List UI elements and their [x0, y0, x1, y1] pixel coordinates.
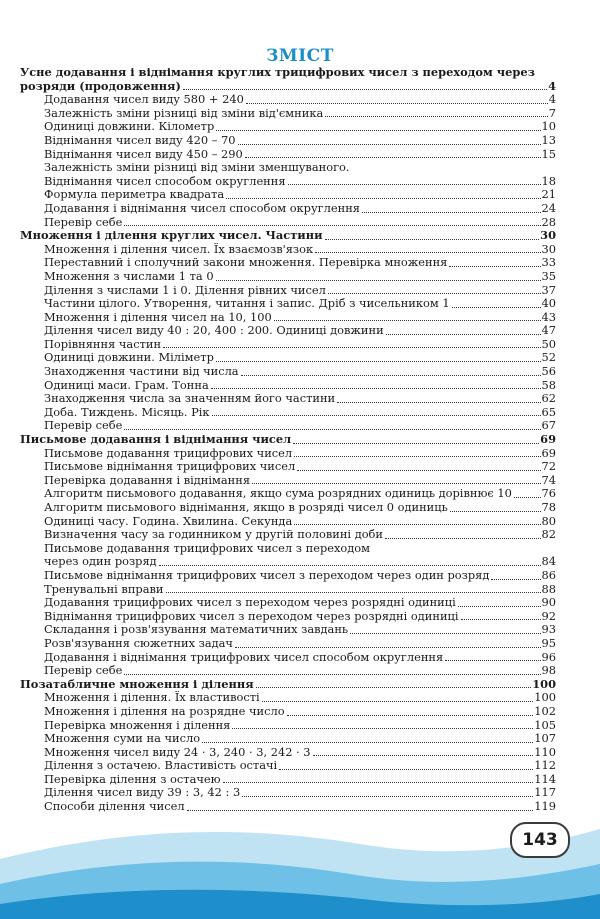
- toc-item-page: 102: [534, 703, 556, 718]
- toc-item-page: 114: [534, 771, 556, 786]
- toc-item-page: 52: [541, 350, 556, 365]
- toc-item: [20, 773, 556, 787]
- toc-item: [20, 746, 556, 760]
- toc-item-page: 117: [534, 785, 556, 800]
- toc-item: [20, 216, 556, 230]
- leader-dots: [287, 715, 534, 716]
- page-number: 143: [510, 822, 570, 858]
- toc-item: [20, 134, 556, 148]
- leader-dots: [262, 701, 534, 702]
- toc-item: [20, 284, 556, 298]
- toc-item-page: 21: [541, 187, 556, 202]
- toc-item-page: 86: [541, 567, 556, 582]
- leader-dots: [216, 361, 541, 362]
- toc-item: [20, 188, 556, 202]
- leader-dots: [452, 307, 541, 308]
- leader-dots: [245, 157, 541, 158]
- toc-item: [20, 583, 556, 597]
- toc-item-label: Переставний і сполучний закони множення. Перевірка множення: [44, 256, 448, 270]
- toc-item: [20, 447, 556, 461]
- leader-dots: [491, 579, 540, 580]
- section-title: [20, 66, 556, 80]
- toc-item-page: 65: [541, 404, 556, 419]
- toc-item-page: 82: [541, 527, 556, 542]
- toc-item: [20, 460, 556, 474]
- toc-item-page: 4: [548, 92, 556, 107]
- toc-item-page: 62: [541, 391, 556, 406]
- toc-item-label: Віднімання чисел виду 420 – 70: [44, 133, 236, 147]
- toc-item: [20, 311, 556, 325]
- toc-item-label: Алгоритм письмового віднімання, якщо в розряді чисел 0 одиниць: [44, 501, 448, 514]
- toc-item: [20, 256, 556, 270]
- toc-item-page: 10: [541, 119, 556, 134]
- toc-item-label: Ділення з числами 1 і 0. Ділення рівних чисел: [44, 283, 326, 297]
- leader-dots: [216, 130, 540, 131]
- section-title: [20, 433, 556, 447]
- toc-item: [20, 379, 556, 393]
- toc-item-page: 84: [541, 554, 556, 569]
- leader-dots: [313, 755, 534, 756]
- toc-item: [20, 324, 556, 338]
- toc-item-label: Віднімання чисел виду 450 – 290: [44, 147, 243, 161]
- leader-dots: [235, 647, 541, 648]
- toc-item-page: 47: [541, 323, 556, 338]
- toc-item: [20, 243, 556, 257]
- toc-item-page: 100: [534, 690, 556, 705]
- toc-item-page: 28: [541, 214, 556, 229]
- toc-item-label: Залежність зміни різниці від зміни зменшуваного.: [44, 161, 350, 175]
- toc-item: [20, 148, 556, 162]
- decorative-wave: [0, 789, 600, 919]
- toc-item: [20, 596, 556, 610]
- leader-dots: [337, 402, 540, 403]
- leader-dots: [124, 674, 540, 675]
- leader-dots: [294, 456, 540, 457]
- leader-dots: [159, 565, 541, 566]
- toc-item: [20, 270, 556, 284]
- section-title-page: 4: [548, 78, 556, 93]
- toc-item-label: Додавання трицифрових чисел з переходом через розрядні одиниці: [44, 596, 456, 610]
- toc-item: [20, 610, 556, 624]
- toc-item: [20, 338, 556, 352]
- leader-dots: [288, 184, 541, 185]
- toc-item-label: Порівняння частин: [44, 337, 162, 351]
- toc-item-label: Одиниці довжини. Міліметр: [44, 351, 214, 365]
- leader-dots: [241, 375, 541, 376]
- toc-item-label: Додавання і віднімання чисел способом округлення: [44, 201, 360, 215]
- toc-item-page: 43: [541, 309, 556, 324]
- toc-item-label: Визначення часу за годинником у другій половині доби: [44, 528, 384, 542]
- toc-item: [20, 664, 556, 678]
- toc-item-label: Множення суми на число: [44, 732, 201, 746]
- toc-item: [20, 732, 556, 746]
- toc-item-label: Додавання і віднімання трицифрових чисел способом округлення: [44, 650, 444, 664]
- leader-dots: [166, 592, 541, 593]
- section-title-label: розряди (продовження): [20, 79, 181, 93]
- toc-item-label: Знаходження частини від числа: [44, 365, 239, 379]
- section-title: [20, 229, 556, 243]
- toc-item-page: 110: [534, 744, 556, 759]
- toc-item-label: Віднімання чисел способом округлення: [44, 174, 286, 188]
- toc-item-page: 18: [541, 173, 556, 188]
- leader-dots: [458, 606, 541, 607]
- toc-item: [20, 691, 556, 705]
- toc-item: [20, 175, 556, 189]
- toc-item: [20, 623, 556, 637]
- toc-item: [20, 120, 556, 134]
- toc-item: [20, 365, 556, 379]
- toc-item: [20, 406, 556, 420]
- toc-item: [20, 555, 556, 569]
- toc-item-page: 24: [541, 200, 556, 215]
- toc-item: [20, 542, 556, 556]
- toc-item-label: Залежність зміни різниці від зміни від'ємника: [44, 106, 324, 120]
- toc-item: [20, 93, 556, 107]
- leader-dots: [445, 660, 540, 661]
- toc-item-label: Множення і ділення чисел. Їх взаємозв'язок: [44, 242, 314, 256]
- toc-item-page: 69: [541, 445, 556, 460]
- toc-item: [20, 161, 556, 175]
- leader-dots: [124, 429, 540, 430]
- toc-item-page: 35: [541, 268, 556, 283]
- toc-item: [20, 351, 556, 365]
- toc-item: [20, 487, 556, 501]
- toc-item: [20, 515, 556, 529]
- toc-item-label: Ділення з остачею. Властивість остачі: [44, 759, 278, 773]
- leader-dots: [183, 89, 547, 90]
- section-title: [20, 80, 556, 94]
- toc-item-label: Одиниці часу. Година. Хвилина. Секунда: [44, 514, 293, 528]
- toc-item-label: Знаходження числа за значенням його частини: [44, 392, 336, 406]
- toc-item-page: 98: [541, 663, 556, 678]
- page-title: ЗМІСТ: [266, 46, 334, 66]
- leader-dots: [461, 619, 541, 620]
- toc-item: [20, 107, 556, 121]
- leader-dots: [449, 266, 540, 267]
- toc-item-label: Перевірка множення і ділення: [44, 718, 231, 732]
- toc-item: [20, 705, 556, 719]
- toc-item-page: 76: [541, 486, 556, 501]
- toc-item-page: 15: [541, 146, 556, 161]
- toc-item-page: 90: [541, 595, 556, 610]
- toc-item-label: Доба. Тиждень. Місяць. Рік: [44, 405, 210, 419]
- toc-item-page: 30: [541, 241, 556, 256]
- toc-item-label: Письмове віднімання трицифрових чисел: [44, 460, 296, 474]
- leader-dots: [325, 239, 540, 240]
- toc-item-label: Розв'язування сюжетних задач: [44, 636, 233, 650]
- toc-item-label: Множення і ділення на розрядне число: [44, 704, 285, 718]
- toc-item-page: 74: [541, 472, 556, 487]
- toc-item-label: Перевір себе: [44, 419, 123, 433]
- toc-item-page: 7: [548, 105, 556, 120]
- toc-item-label: Частини цілого. Утворення, читання і запис. Дріб з чисельником 1: [44, 297, 450, 311]
- toc-item-page: 107: [534, 731, 556, 746]
- toc-item-page: 93: [541, 622, 556, 637]
- section-title-page: 69: [540, 432, 556, 447]
- toc-item-page: 95: [541, 635, 556, 650]
- leader-dots: [211, 388, 541, 389]
- toc-item-page: 105: [534, 717, 556, 732]
- toc-item-label: Письмове додавання трицифрових чисел з переходом: [44, 541, 370, 555]
- toc-item-page: 119: [534, 799, 556, 814]
- leader-dots: [274, 320, 541, 321]
- section-title-label: Письмове додавання і віднімання чисел: [20, 433, 292, 447]
- toc-item-page: 58: [541, 377, 556, 392]
- leader-dots: [315, 252, 540, 253]
- toc-item-page: 72: [541, 459, 556, 474]
- leader-dots: [293, 443, 539, 444]
- toc-item: [20, 651, 556, 665]
- toc-item-page: 50: [541, 336, 556, 351]
- toc-item-label: Тренувальні вправи: [44, 582, 164, 596]
- toc-item-label: Множення і ділення чисел на 10, 100: [44, 310, 272, 324]
- section-title-label: Усне додавання і віднімання круглих трицифрових чисел з переходом через: [20, 66, 535, 79]
- leader-dots: [297, 470, 540, 471]
- toc-item-label: Перевір себе: [44, 215, 123, 229]
- toc-item-label: Одиниці довжини. Кілометр: [44, 120, 215, 134]
- section-title: [20, 678, 556, 692]
- toc-item: [20, 528, 556, 542]
- leader-dots: [202, 742, 533, 743]
- toc-item-page: 40: [541, 296, 556, 311]
- leader-dots: [216, 280, 541, 281]
- toc-item-label: Формула периметра квадрата: [44, 188, 225, 202]
- toc-item-page: 13: [541, 132, 556, 147]
- table-of-contents: [20, 66, 556, 814]
- leader-dots: [212, 415, 541, 416]
- toc-item-label: Додавання чисел виду 580 + 240: [44, 93, 244, 107]
- leader-dots: [294, 524, 540, 525]
- leader-dots: [163, 347, 540, 348]
- leader-dots: [232, 728, 533, 729]
- toc-item-label: через один розряд: [44, 555, 157, 569]
- leader-dots: [279, 769, 533, 770]
- section-title-page: 30: [540, 228, 556, 243]
- leader-dots: [350, 633, 540, 634]
- leader-dots: [450, 511, 541, 512]
- toc-item-label: Одиниці маси. Грам. Тонна: [44, 378, 209, 392]
- toc-item-page: 88: [541, 581, 556, 596]
- toc-item: [20, 637, 556, 651]
- leader-dots: [514, 497, 541, 498]
- toc-item: [20, 392, 556, 406]
- toc-item-page: 80: [541, 513, 556, 528]
- leader-dots: [328, 293, 541, 294]
- toc-item-label: Множення з числами 1 та 0: [44, 269, 214, 283]
- toc-item: [20, 759, 556, 773]
- toc-item-page: 78: [541, 500, 556, 514]
- section-title-label: Множення і ділення круглих чисел. Частини: [20, 229, 323, 243]
- toc-item: [20, 569, 556, 583]
- toc-item-label: Віднімання трицифрових чисел з переходом через розрядні одиниці: [44, 609, 459, 623]
- toc-item-label: Складання і розв'язування математичних завдань: [44, 623, 349, 637]
- toc-item-label: Письмове додавання трицифрових чисел: [44, 446, 293, 460]
- leader-dots: [385, 538, 540, 539]
- toc-item-page: 96: [541, 649, 556, 664]
- toc-item-label: Перевірка додавання і віднімання: [44, 473, 251, 487]
- toc-item-label: Множення чисел виду 24 · 3, 240 · 3, 242 · 3: [44, 745, 311, 759]
- toc-item: [20, 474, 556, 488]
- toc-item-label: Ділення чисел виду 39 : 3, 42 : 3: [44, 786, 241, 800]
- toc-item-label: Перевірка ділення з остачею: [44, 772, 221, 786]
- toc-item-page: 37: [541, 282, 556, 297]
- toc-item-label: Письмове віднімання трицифрових чисел з переходом через один розряд: [44, 568, 490, 582]
- toc-item: [20, 719, 556, 733]
- toc-item-label: Алгоритм письмового додавання, якщо сума розрядних одиниць дорівнює 10: [44, 487, 512, 501]
- toc-item: [20, 501, 556, 515]
- leader-dots: [386, 334, 541, 335]
- toc-item-label: Способи ділення чисел: [44, 800, 185, 814]
- toc-item-label: Перевір себе: [44, 664, 123, 678]
- leader-dots: [362, 212, 541, 213]
- section-title-label: Позатабличне множення і ділення: [20, 677, 254, 691]
- toc-item-page: 67: [541, 418, 556, 433]
- toc-item: [20, 297, 556, 311]
- toc-item-label: Множення і ділення. Їх властивості: [44, 691, 260, 705]
- toc-item: [20, 202, 556, 216]
- toc-item: [20, 419, 556, 433]
- section-title-page: 100: [532, 676, 556, 691]
- leader-dots: [124, 225, 540, 226]
- leader-dots: [238, 144, 541, 145]
- toc-item-page: 33: [541, 255, 556, 270]
- toc-item-page: 56: [541, 364, 556, 379]
- leader-dots: [256, 687, 532, 688]
- leader-dots: [252, 483, 540, 484]
- leader-dots: [226, 198, 540, 199]
- toc-item-page: 112: [534, 758, 556, 773]
- toc-item-label: Ділення чисел виду 40 : 20, 400 : 200. Одиниці довжини: [44, 324, 384, 338]
- leader-dots: [325, 116, 547, 117]
- leader-dots: [246, 103, 548, 104]
- toc-item-page: 92: [541, 608, 556, 623]
- leader-dots: [223, 782, 534, 783]
